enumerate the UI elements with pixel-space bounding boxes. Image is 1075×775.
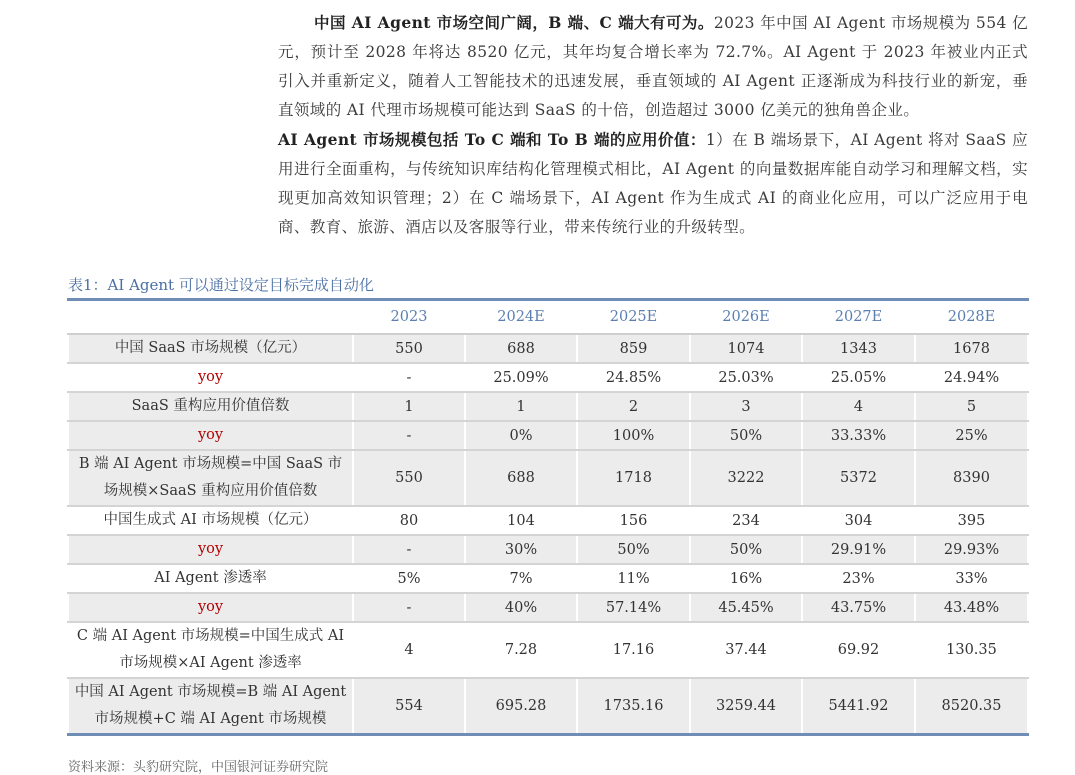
market-size-table [67, 298, 1029, 736]
table-cell: 4 [353, 622, 465, 678]
row-label: yoy [68, 421, 353, 450]
paragraph-1-text: 2023 年中国 AI Agent 市场规模为 554 亿元，预计至 2028 年将达 8520 亿元，其年均复合增长率为 72.7%。AI Agent 于 2023 年被业内正式引入并重新定义，随着人工智能技术的迅速发展，垂直领域的 AI Agent 正逐渐成为科技行业的新宠，垂直领域的 AI 代理市场规模可能达到 SaaS 的十倍，创造超过 3000 亿美元的独角兽企业。 [278, 14, 1028, 119]
table-cell: 156 [577, 506, 690, 535]
table-cell: 7% [465, 564, 577, 593]
table-cell: 80 [353, 506, 465, 535]
column-header-year: 2023 [353, 300, 465, 335]
row-label: 中国 AI Agent 市场规模=B 端 AI Agent 市场规模+C 端 AI Agent 市场规模 [68, 678, 353, 735]
table-cell: 234 [690, 506, 802, 535]
table-cell: 1 [353, 392, 465, 421]
table-cell: 29.91% [802, 535, 915, 564]
table-cell: 17.16 [577, 622, 690, 678]
table-cell: 7.28 [465, 622, 577, 678]
table-cell: 57.14% [577, 593, 690, 622]
row-label: 中国 SaaS 市场规模（亿元） [68, 334, 353, 363]
table-cell: 1343 [802, 334, 915, 363]
paragraph-1 [278, 8, 1028, 125]
column-header-year: 2027E [802, 300, 915, 335]
table-cell: 25.03% [690, 363, 802, 392]
table-cell: 304 [802, 506, 915, 535]
table-cell: 40% [465, 593, 577, 622]
table-cell: 16% [690, 564, 802, 593]
table-cell: - [353, 363, 465, 392]
table-row [68, 363, 1028, 392]
table-cell: - [353, 421, 465, 450]
column-header-year: 2026E [690, 300, 802, 335]
table-cell: 688 [465, 450, 577, 506]
table-header-row [68, 300, 1028, 335]
table-cell: 395 [915, 506, 1028, 535]
table-header-corner [68, 300, 353, 335]
paragraph-1-heading: 中国 AI Agent 市场空间广阔，B 端、C 端大有可为。 [314, 13, 714, 32]
table-cell: 5% [353, 564, 465, 593]
table-cell: 0% [465, 421, 577, 450]
table-cell: 30% [465, 535, 577, 564]
table-cell: 550 [353, 450, 465, 506]
table-source-note: 资料来源：头豹研究院，中国银河证券研究院 [68, 760, 329, 775]
table-cell: 130.35 [915, 622, 1028, 678]
table-row [68, 334, 1028, 363]
table-cell: 11% [577, 564, 690, 593]
row-label: SaaS 重构应用价值倍数 [68, 392, 353, 421]
table-cell: 45.45% [690, 593, 802, 622]
table-cell: 37.44 [690, 622, 802, 678]
table-cell: 29.93% [915, 535, 1028, 564]
table-caption: 表1：AI Agent 可以通过设定目标完成自动化 [68, 276, 374, 294]
table-row [68, 535, 1028, 564]
table-cell: 1718 [577, 450, 690, 506]
row-label: yoy [68, 535, 353, 564]
table-cell: 8520.35 [915, 678, 1028, 735]
table-cell: 25.09% [465, 363, 577, 392]
paragraph-2-text: 1）在 B 端场景下，AI Agent 将对 SaaS 应用进行全面重构，与传统知识库结构化管理模式相比，AI Agent 的向量数据库能自动学习和理解文档，实现更加高效知识管理；2）在 C 端场景下，AI Agent 作为生成式 AI 的商业化应用，可以广泛应用于电商、教育、旅游、酒店以及客服等行业，带来传统行业的升级转型。 [278, 131, 1028, 236]
table-cell: - [353, 535, 465, 564]
table-row [68, 392, 1028, 421]
column-header-year: 2024E [465, 300, 577, 335]
table-cell: 24.94% [915, 363, 1028, 392]
table-cell: 50% [690, 535, 802, 564]
body-text [278, 8, 1028, 242]
table-cell: 43.75% [802, 593, 915, 622]
row-label: yoy [68, 363, 353, 392]
table-cell: 8390 [915, 450, 1028, 506]
row-label: 中国生成式 AI 市场规模（亿元） [68, 506, 353, 535]
table-row [68, 622, 1028, 678]
table-cell: 5441.92 [802, 678, 915, 735]
table-cell: 695.28 [465, 678, 577, 735]
table-cell: 3222 [690, 450, 802, 506]
row-label: AI Agent 渗透率 [68, 564, 353, 593]
table-cell: 23% [802, 564, 915, 593]
table-cell: 100% [577, 421, 690, 450]
table-cell: 25% [915, 421, 1028, 450]
table-row [68, 506, 1028, 535]
table-row [68, 564, 1028, 593]
table-cell: 554 [353, 678, 465, 735]
table-cell: 43.48% [915, 593, 1028, 622]
paragraph-2 [278, 125, 1028, 242]
table-cell: 33.33% [802, 421, 915, 450]
table-cell: 50% [690, 421, 802, 450]
column-header-year: 2025E [577, 300, 690, 335]
table-cell: 4 [802, 392, 915, 421]
table-cell: 1678 [915, 334, 1028, 363]
table-row [68, 678, 1028, 735]
row-label: yoy [68, 593, 353, 622]
row-label: C 端 AI Agent 市场规模=中国生成式 AI 市场规模×AI Agent 渗透率 [68, 622, 353, 678]
table-cell: 33% [915, 564, 1028, 593]
table-row [68, 421, 1028, 450]
table-row [68, 593, 1028, 622]
table-cell: 24.85% [577, 363, 690, 392]
table-cell: 1074 [690, 334, 802, 363]
table-cell: 550 [353, 334, 465, 363]
table-cell: 859 [577, 334, 690, 363]
table-cell: 25.05% [802, 363, 915, 392]
table-cell: 1 [465, 392, 577, 421]
table-cell: 2 [577, 392, 690, 421]
table-cell: 688 [465, 334, 577, 363]
row-label: B 端 AI Agent 市场规模=中国 SaaS 市场规模×SaaS 重构应用价值倍数 [68, 450, 353, 506]
table-row [68, 450, 1028, 506]
paragraph-2-heading: AI Agent 市场规模包括 To C 端和 To B 端的应用价值： [278, 130, 706, 149]
table-cell: 5372 [802, 450, 915, 506]
table-cell: 104 [465, 506, 577, 535]
market-size-table-container [67, 298, 1027, 736]
column-header-year: 2028E [915, 300, 1028, 335]
table-cell: 1735.16 [577, 678, 690, 735]
table-cell: 50% [577, 535, 690, 564]
table-cell: 3 [690, 392, 802, 421]
table-cell: - [353, 593, 465, 622]
table-cell: 69.92 [802, 622, 915, 678]
table-cell: 3259.44 [690, 678, 802, 735]
table-cell: 5 [915, 392, 1028, 421]
